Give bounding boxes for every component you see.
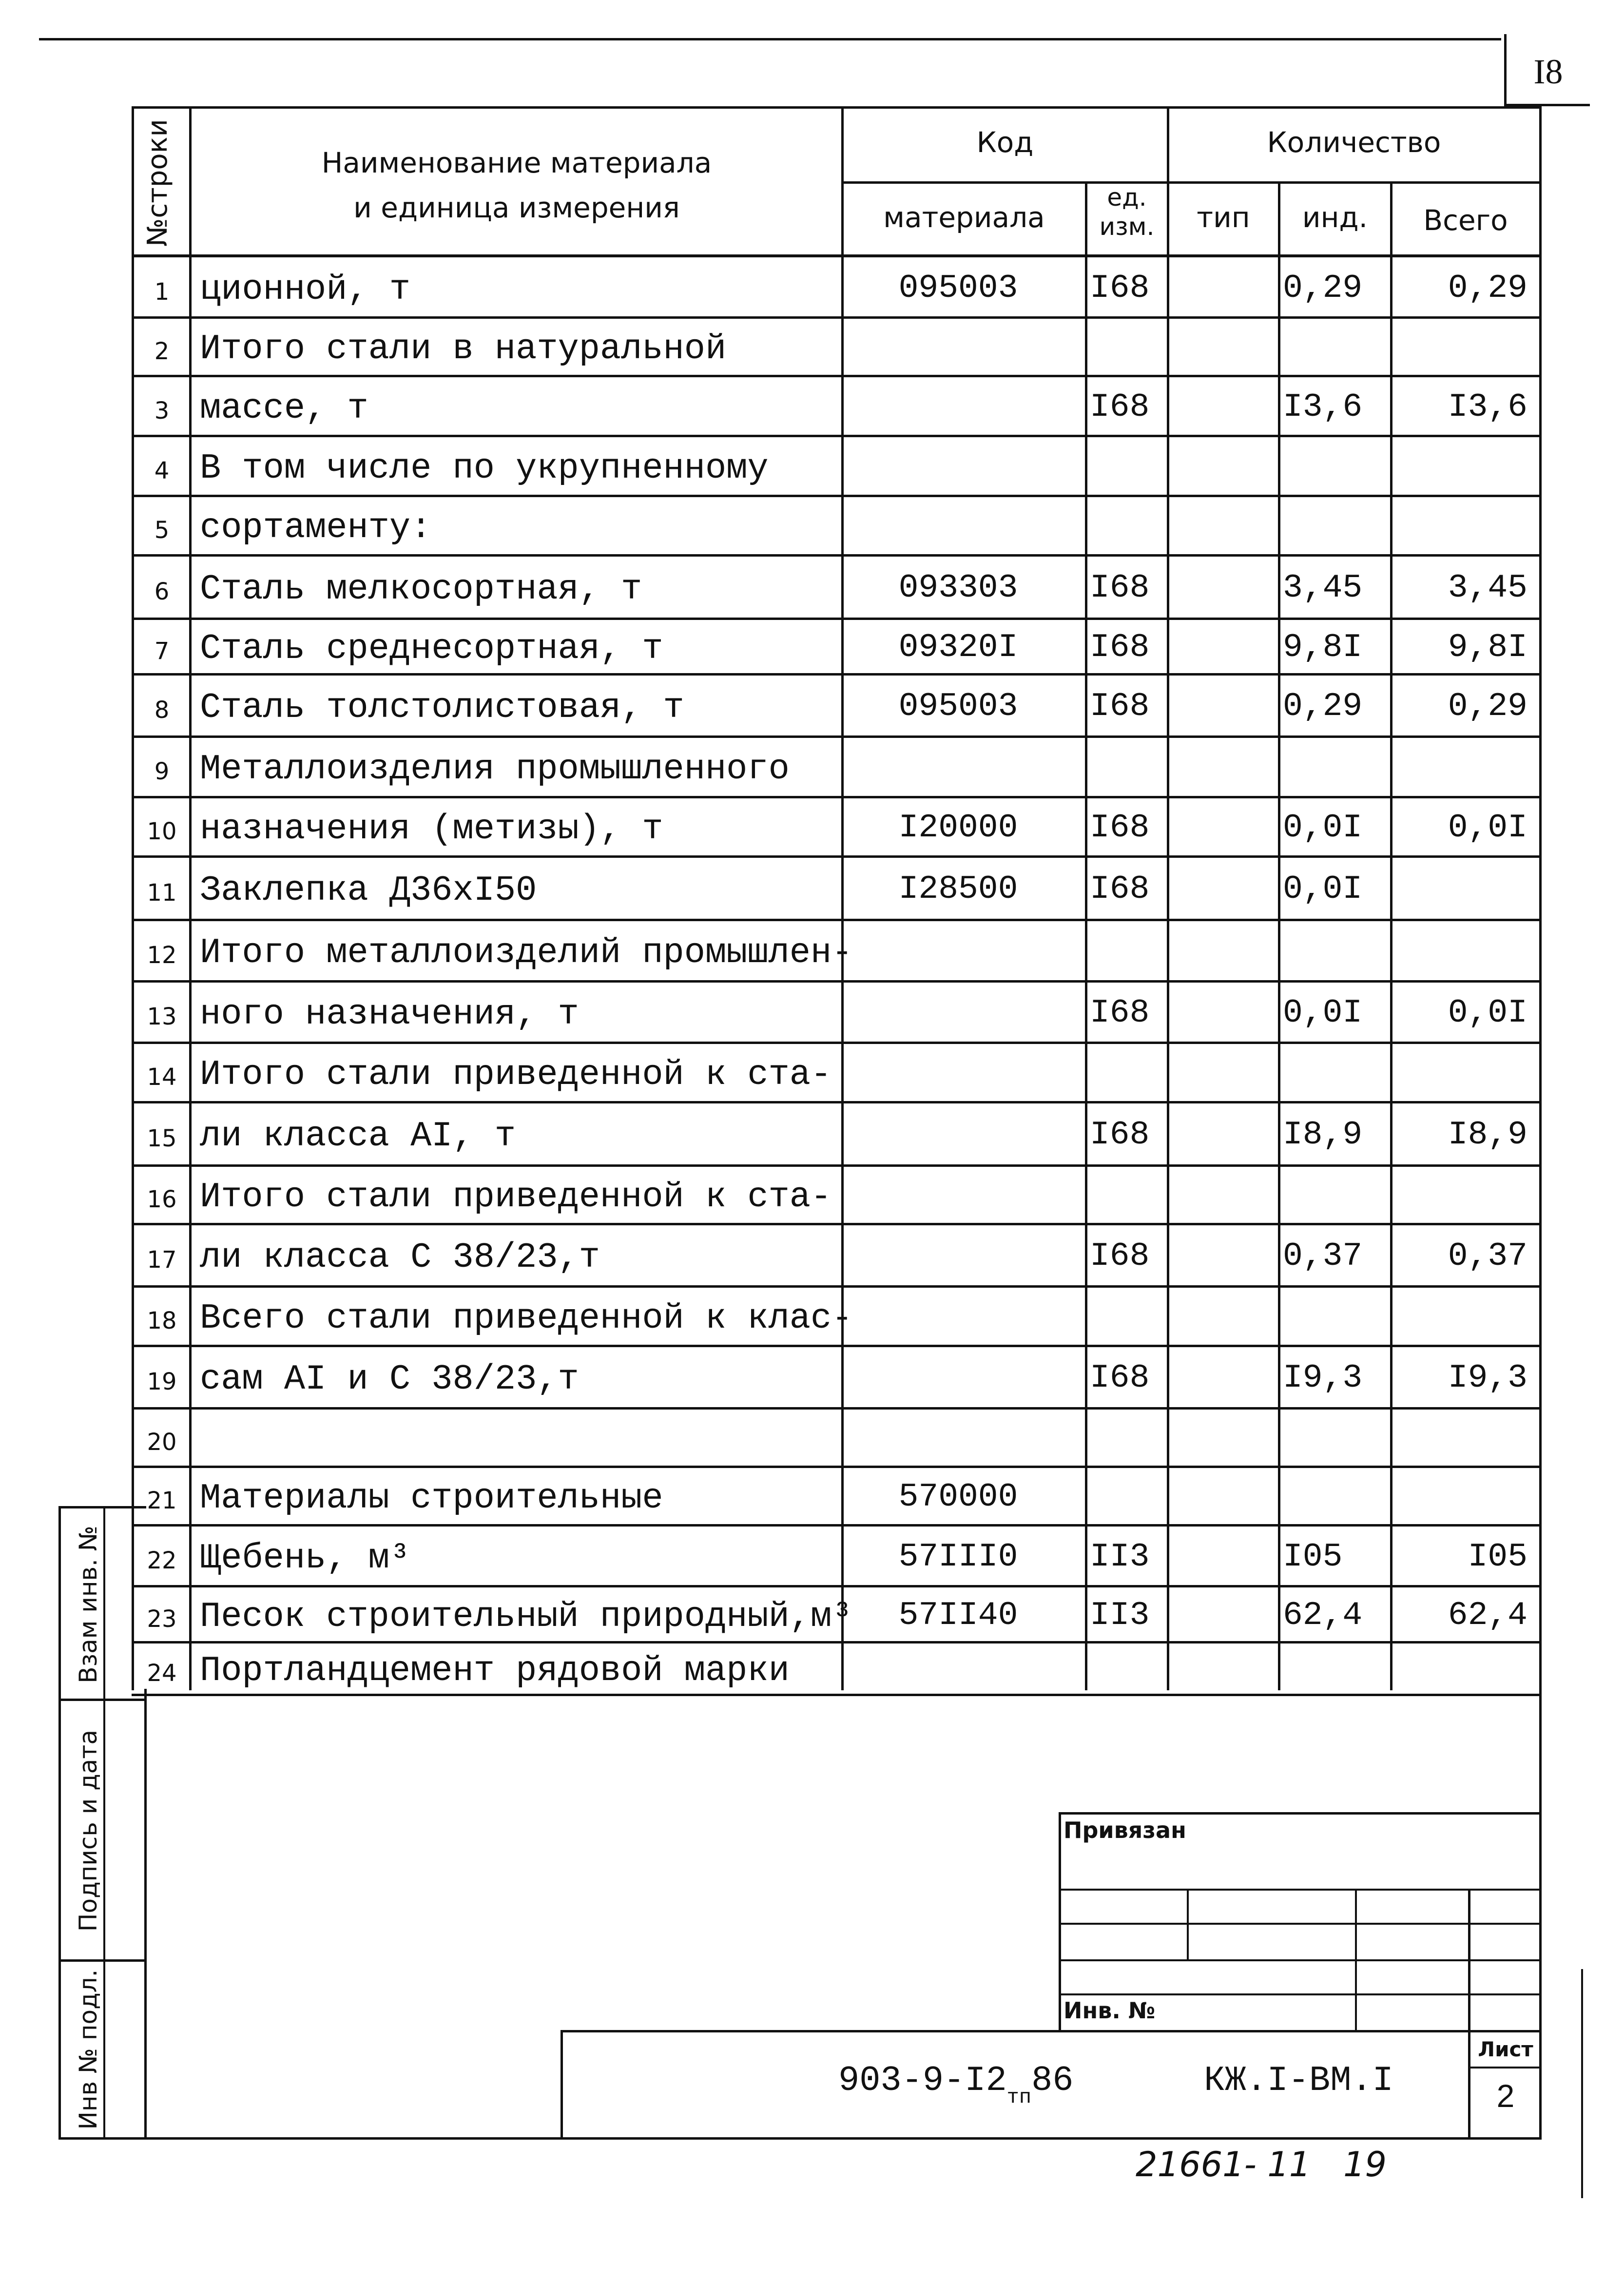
row-name: Портландцемент рядовой марки bbox=[200, 1651, 790, 1691]
row-code: 57III0 bbox=[898, 1538, 1018, 1576]
row-number: 17 bbox=[147, 1246, 177, 1274]
table-row bbox=[0, 1287, 1624, 1346]
row-unit: II3 bbox=[1090, 1538, 1150, 1576]
row-total: 0,37 bbox=[1448, 1237, 1527, 1275]
header-unit-1: ед. bbox=[1107, 183, 1147, 212]
row-name: Итого стали приведенной к ста- bbox=[200, 1055, 832, 1095]
row-number: 16 bbox=[147, 1186, 177, 1213]
row-number: 10 bbox=[147, 818, 177, 845]
table-row bbox=[0, 675, 1624, 737]
row-total: 3,45 bbox=[1448, 569, 1527, 607]
row-number: 8 bbox=[154, 696, 170, 724]
table-row bbox=[0, 556, 1624, 619]
row-total: I8,9 bbox=[1448, 1116, 1527, 1154]
row-total: 9,8I bbox=[1448, 629, 1527, 666]
header-quantity: Количество bbox=[1267, 126, 1441, 159]
table-row bbox=[0, 1643, 1624, 1695]
row-name: Сталь толстолистовая, т bbox=[200, 688, 684, 728]
header-type: тип bbox=[1197, 201, 1250, 234]
header-unit-2: изм. bbox=[1099, 213, 1155, 241]
row-number: 22 bbox=[147, 1546, 177, 1574]
stamp-doc-code bbox=[838, 2061, 1074, 2109]
row-name: Итого металлоизделий промышлен- bbox=[200, 933, 853, 973]
row-total: 0,0I bbox=[1448, 994, 1527, 1032]
row-name: ли класса С 38/23,т bbox=[200, 1237, 600, 1277]
row-total: 62,4 bbox=[1448, 1596, 1527, 1634]
row-number: 7 bbox=[154, 638, 170, 665]
row-code: 57II40 bbox=[898, 1596, 1018, 1634]
row-code: I20000 bbox=[898, 809, 1018, 847]
row-number: 9 bbox=[154, 758, 170, 785]
stamp-sheet-no: 2 bbox=[1496, 2078, 1515, 2114]
table-row bbox=[0, 318, 1624, 376]
row-unit: I68 bbox=[1090, 1237, 1150, 1275]
row-ind: 0,0I bbox=[1283, 809, 1363, 847]
row-ind: 9,8I bbox=[1283, 629, 1363, 666]
table-row bbox=[0, 1346, 1624, 1409]
row-unit: I68 bbox=[1090, 270, 1150, 307]
label-podpis-data: Подпись и дата bbox=[74, 1729, 102, 1932]
row-unit: I68 bbox=[1090, 388, 1150, 426]
table-row bbox=[0, 436, 1624, 496]
table-row bbox=[0, 619, 1624, 675]
table-row bbox=[0, 1526, 1624, 1586]
row-name: сам АI и С 38/23,т bbox=[200, 1359, 579, 1399]
row-name: Заклепка Д36хI50 bbox=[200, 870, 537, 910]
table-row bbox=[0, 797, 1624, 857]
row-unit: I68 bbox=[1090, 1116, 1150, 1154]
stamp-sheet-label: Лист bbox=[1478, 2037, 1533, 2061]
row-name: Сталь мелкосортная, т bbox=[200, 569, 642, 609]
handwritten-note: 21661- 11 19 bbox=[1136, 2145, 1387, 2184]
row-number: 4 bbox=[154, 457, 170, 484]
row-unit: I68 bbox=[1090, 1359, 1150, 1397]
row-unit: I68 bbox=[1090, 629, 1150, 666]
row-number: 5 bbox=[154, 517, 170, 544]
row-code: 09320I bbox=[898, 629, 1018, 666]
row-total: I05 bbox=[1468, 1538, 1527, 1576]
row-unit: II3 bbox=[1090, 1596, 1150, 1634]
row-number: 19 bbox=[147, 1368, 177, 1395]
table-row bbox=[0, 1043, 1624, 1102]
row-number: 13 bbox=[147, 1003, 177, 1030]
row-name: Щебень, м³ bbox=[200, 1538, 411, 1578]
table-row bbox=[0, 1586, 1624, 1643]
row-number: 18 bbox=[147, 1307, 177, 1334]
row-name: ного назначения, т bbox=[200, 994, 579, 1034]
row-ind: I9,3 bbox=[1283, 1359, 1363, 1397]
row-ind: 62,4 bbox=[1283, 1596, 1363, 1634]
row-total: 0,0I bbox=[1448, 809, 1527, 847]
stamp-inv-no: Инв. № bbox=[1063, 1997, 1156, 2024]
row-name: ли класса АI, т bbox=[200, 1116, 516, 1156]
row-name: сортаменту: bbox=[200, 508, 432, 548]
row-total: I3,6 bbox=[1448, 388, 1527, 426]
row-total: 0,29 bbox=[1448, 688, 1527, 725]
row-number: 11 bbox=[147, 879, 177, 907]
row-ind: 3,45 bbox=[1283, 569, 1363, 607]
row-number: 23 bbox=[147, 1605, 177, 1633]
table-row bbox=[0, 920, 1624, 982]
label-vzam-inv: Взам инв. № bbox=[74, 1526, 102, 1683]
row-unit: I68 bbox=[1090, 569, 1150, 607]
row-name: Итого стали в натуральной bbox=[200, 329, 727, 369]
stamp-privyazan: Привязан bbox=[1063, 1817, 1186, 1843]
row-name: назначения (метизы), т bbox=[200, 809, 663, 849]
row-name: В том числе по укрупненному bbox=[200, 448, 769, 488]
row-number: 1 bbox=[154, 278, 170, 306]
row-total: I9,3 bbox=[1448, 1359, 1527, 1397]
row-name: Песок строительный природный,м³ bbox=[200, 1596, 853, 1637]
header-row-no: №строки bbox=[142, 119, 174, 247]
row-number: 14 bbox=[147, 1063, 177, 1091]
page-number: I8 bbox=[1533, 52, 1563, 91]
frame-bottom bbox=[144, 2137, 1541, 2140]
row-name: Всего стали приведенной к клас- bbox=[200, 1298, 853, 1338]
row-number: 2 bbox=[154, 338, 170, 365]
row-code: I28500 bbox=[898, 870, 1018, 908]
header-name-line2: и единица измерения bbox=[353, 191, 680, 224]
row-ind: 0,29 bbox=[1283, 688, 1363, 725]
stamp-mark: КЖ.I-ВМ.I bbox=[1204, 2061, 1393, 2101]
row-ind: I8,9 bbox=[1283, 1116, 1363, 1154]
row-name: Материалы строительные bbox=[200, 1478, 663, 1518]
row-number: 24 bbox=[147, 1660, 177, 1687]
row-unit: I68 bbox=[1090, 809, 1150, 847]
row-ind: 0,0I bbox=[1283, 870, 1363, 908]
table-row bbox=[0, 496, 1624, 556]
row-ind: 0,37 bbox=[1283, 1237, 1363, 1275]
row-number: 21 bbox=[147, 1487, 177, 1514]
row-ind: I05 bbox=[1283, 1538, 1343, 1576]
header-code: Код bbox=[976, 126, 1034, 159]
table-row bbox=[0, 1102, 1624, 1166]
doc-code-sub: тп bbox=[1006, 2086, 1032, 2109]
row-name: Итого стали приведенной к ста- bbox=[200, 1177, 832, 1217]
row-ind: 0,0I bbox=[1283, 994, 1363, 1032]
table-row bbox=[0, 1224, 1624, 1287]
row-name: Металлоизделия промышленного bbox=[200, 749, 790, 789]
row-code: 093303 bbox=[898, 569, 1018, 607]
header-name-line1: Наименование материала bbox=[321, 146, 712, 179]
row-number: 15 bbox=[147, 1125, 177, 1152]
row-code: 095003 bbox=[898, 270, 1018, 307]
doc-code-year: 86 bbox=[1031, 2061, 1074, 2101]
header-total: Всего bbox=[1423, 204, 1508, 237]
header-material: материала bbox=[883, 201, 1045, 234]
label-inv-podl: Инв № подл. bbox=[74, 1969, 102, 2130]
row-number: 6 bbox=[154, 578, 170, 605]
table-row bbox=[0, 857, 1624, 920]
row-name: Сталь среднесортная, т bbox=[200, 629, 663, 669]
row-unit: I68 bbox=[1090, 688, 1150, 725]
row-number: 3 bbox=[154, 397, 170, 425]
row-ind: I3,6 bbox=[1283, 388, 1363, 426]
table-row bbox=[0, 1409, 1624, 1467]
doc-code-main: 903-9-I2 bbox=[838, 2061, 1007, 2101]
table-row bbox=[0, 1166, 1624, 1224]
row-code: 570000 bbox=[898, 1478, 1018, 1516]
row-number: 12 bbox=[147, 942, 177, 969]
table-row bbox=[0, 982, 1624, 1043]
right-edge-trace bbox=[1581, 1969, 1583, 2198]
row-ind: 0,29 bbox=[1283, 270, 1363, 307]
row-code: 095003 bbox=[898, 688, 1018, 725]
table-row bbox=[0, 376, 1624, 436]
row-name: массе, т bbox=[200, 388, 368, 428]
table-row bbox=[0, 737, 1624, 797]
row-name: ционной, т bbox=[200, 270, 411, 309]
frame-left-lower bbox=[144, 1689, 147, 2140]
row-unit: I68 bbox=[1090, 994, 1150, 1032]
table-row bbox=[0, 257, 1624, 318]
table-row bbox=[0, 1467, 1624, 1526]
row-total: 0,29 bbox=[1448, 270, 1527, 307]
header-ind: инд. bbox=[1302, 201, 1368, 234]
row-number: 20 bbox=[147, 1429, 177, 1456]
row-unit: I68 bbox=[1090, 870, 1150, 908]
